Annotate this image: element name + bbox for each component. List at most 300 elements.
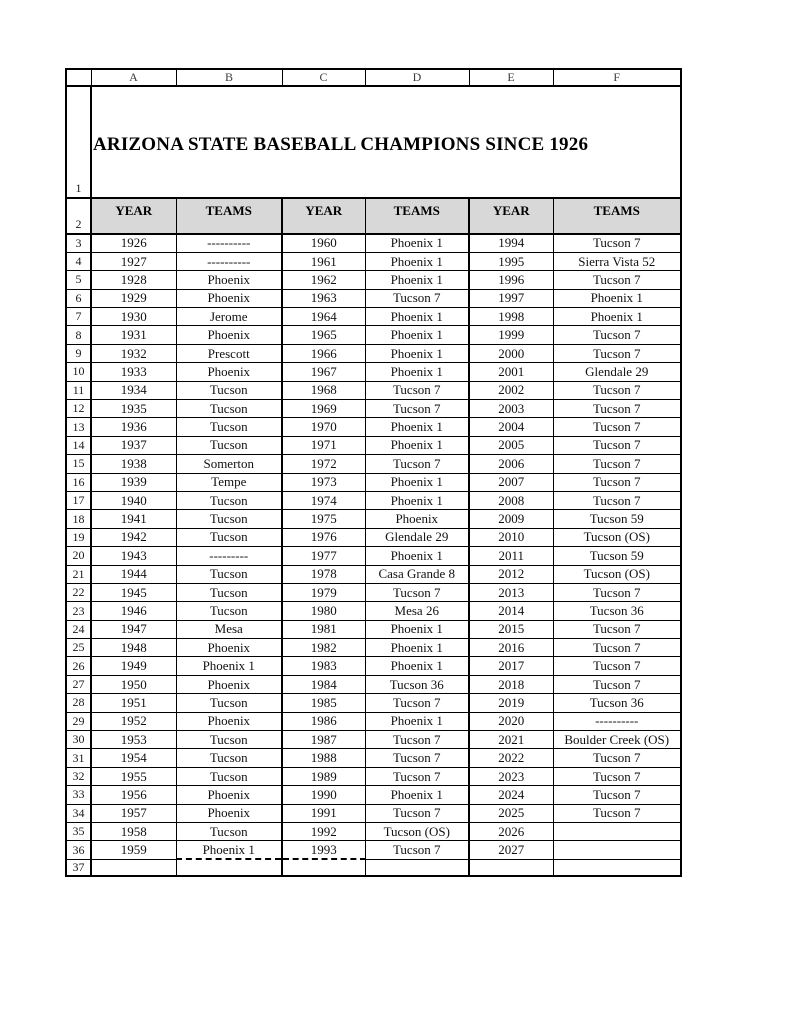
cell-d7: Phoenix 1	[365, 308, 469, 326]
cell-f25: Tucson 7	[553, 639, 681, 657]
cell-b32: Tucson	[176, 767, 282, 785]
cell-d32: Tucson 7	[365, 767, 469, 785]
cell-f32: Tucson 7	[553, 767, 681, 785]
row-heading-32: 32	[66, 767, 91, 785]
cell-e6: 1997	[469, 289, 553, 307]
cell-e22: 2013	[469, 583, 553, 601]
sheet-row-12	[66, 400, 681, 418]
cell-b12: Tucson	[176, 400, 282, 418]
cell-d4: Phoenix 1	[365, 252, 469, 270]
sheet-row-32	[66, 767, 681, 785]
cell-d27: Tucson 36	[365, 675, 469, 693]
row-heading-11: 11	[66, 381, 91, 399]
cell-e8: 1999	[469, 326, 553, 344]
cell-a5: 1928	[91, 271, 176, 289]
cell-d5: Phoenix 1	[365, 271, 469, 289]
cell-a23: 1946	[91, 602, 176, 620]
cell-e25: 2016	[469, 639, 553, 657]
cell-f6: Phoenix 1	[553, 289, 681, 307]
cell-b21: Tucson	[176, 565, 282, 583]
sheet-row-14	[66, 436, 681, 454]
cell-e34: 2025	[469, 804, 553, 822]
cell-c27: 1984	[282, 675, 365, 693]
cell-e13: 2004	[469, 418, 553, 436]
row-heading-13: 13	[66, 418, 91, 436]
cell-b33: Phoenix	[176, 786, 282, 804]
cell-a10: 1933	[91, 363, 176, 381]
sheet-row-25	[66, 639, 681, 657]
cell-b29: Phoenix	[176, 712, 282, 730]
column-heading-c: C	[282, 69, 365, 86]
cell-c25: 1982	[282, 639, 365, 657]
cell-e17: 2008	[469, 491, 553, 509]
cell-a25: 1948	[91, 639, 176, 657]
column-heading-row	[66, 69, 681, 86]
cell-f20: Tucson 59	[553, 547, 681, 565]
row-heading-3: 3	[66, 234, 91, 252]
cell-c21: 1978	[282, 565, 365, 583]
cell-b31: Tucson	[176, 749, 282, 767]
sheet-row-18	[66, 510, 681, 528]
cell-b9: Prescott	[176, 344, 282, 362]
cell-f31: Tucson 7	[553, 749, 681, 767]
row-heading-16: 16	[66, 473, 91, 491]
cell-d16: Phoenix 1	[365, 473, 469, 491]
sheet-row-5	[66, 271, 681, 289]
cell-f15: Tucson 7	[553, 455, 681, 473]
sheet-row-24	[66, 620, 681, 638]
sheet-row-7	[66, 308, 681, 326]
cell-b37	[176, 859, 282, 876]
cell-b22: Tucson	[176, 583, 282, 601]
sheet-row-4	[66, 252, 681, 270]
cell-b17: Tucson	[176, 491, 282, 509]
row-heading-7: 7	[66, 308, 91, 326]
cell-a11: 1934	[91, 381, 176, 399]
sheet-row-6	[66, 289, 681, 307]
cell-d10: Phoenix 1	[365, 363, 469, 381]
cell-b35: Tucson	[176, 823, 282, 841]
cell-c3: 1960	[282, 234, 365, 252]
cell-a4: 1927	[91, 252, 176, 270]
cell-a37	[91, 859, 176, 876]
cell-b26: Phoenix 1	[176, 657, 282, 675]
cell-c29: 1986	[282, 712, 365, 730]
cell-a22: 1945	[91, 583, 176, 601]
cell-f23: Tucson 36	[553, 602, 681, 620]
cell-f16: Tucson 7	[553, 473, 681, 491]
sheet-row-17	[66, 491, 681, 509]
cell-f7: Phoenix 1	[553, 308, 681, 326]
row-heading-4: 4	[66, 252, 91, 270]
sheet-row-36	[66, 841, 681, 859]
cell-c26: 1983	[282, 657, 365, 675]
cell-e32: 2023	[469, 767, 553, 785]
sheet-row-31	[66, 749, 681, 767]
cell-d18: Phoenix	[365, 510, 469, 528]
cell-d35: Tucson (OS)	[365, 823, 469, 841]
cell-a24: 1947	[91, 620, 176, 638]
row-heading-22: 22	[66, 583, 91, 601]
cell-d13: Phoenix 1	[365, 418, 469, 436]
cell-d25: Phoenix 1	[365, 639, 469, 657]
cell-f29: ----------	[553, 712, 681, 730]
row-heading-15: 15	[66, 455, 91, 473]
cell-c12: 1969	[282, 400, 365, 418]
row-heading-24: 24	[66, 620, 91, 638]
cell-c4: 1961	[282, 252, 365, 270]
row-heading-20: 20	[66, 547, 91, 565]
cell-e31: 2022	[469, 749, 553, 767]
corner-cell	[66, 69, 91, 86]
cell-b19: Tucson	[176, 528, 282, 546]
row-heading-2: 2	[66, 198, 91, 234]
cell-f8: Tucson 7	[553, 326, 681, 344]
cell-f5: Tucson 7	[553, 271, 681, 289]
cell-b36: Phoenix 1	[176, 841, 282, 859]
row-heading-25: 25	[66, 639, 91, 657]
cell-b20: ---------	[176, 547, 282, 565]
row-heading-37: 37	[66, 859, 91, 876]
cell-e4: 1995	[469, 252, 553, 270]
cell-c6: 1963	[282, 289, 365, 307]
cell-b10: Phoenix	[176, 363, 282, 381]
sheet-row-20	[66, 547, 681, 565]
cell-f30: Boulder Creek (OS)	[553, 731, 681, 749]
cell-f13: Tucson 7	[553, 418, 681, 436]
cell-a33: 1956	[91, 786, 176, 804]
cell-e19: 2010	[469, 528, 553, 546]
cell-d15: Tucson 7	[365, 455, 469, 473]
cell-a36: 1959	[91, 841, 176, 859]
cell-d8: Phoenix 1	[365, 326, 469, 344]
cell-a32: 1955	[91, 767, 176, 785]
row-heading-21: 21	[66, 565, 91, 583]
cell-f4: Sierra Vista 52	[553, 252, 681, 270]
cell-f27: Tucson 7	[553, 675, 681, 693]
cell-d12: Tucson 7	[365, 400, 469, 418]
cell-d30: Tucson 7	[365, 731, 469, 749]
row-heading-30: 30	[66, 731, 91, 749]
cell-b25: Phoenix	[176, 639, 282, 657]
row-heading-33: 33	[66, 786, 91, 804]
row-heading-26: 26	[66, 657, 91, 675]
row-heading-14: 14	[66, 436, 91, 454]
cell-e14: 2005	[469, 436, 553, 454]
cell-b14: Tucson	[176, 436, 282, 454]
row-heading-36: 36	[66, 841, 91, 859]
cell-c31: 1988	[282, 749, 365, 767]
cell-a13: 1936	[91, 418, 176, 436]
cell-d29: Phoenix 1	[365, 712, 469, 730]
cell-c17: 1974	[282, 491, 365, 509]
cell-c10: 1967	[282, 363, 365, 381]
sheet-row-37	[66, 859, 681, 876]
cell-c13: 1970	[282, 418, 365, 436]
cell-e35: 2026	[469, 823, 553, 841]
column-heading-e: E	[469, 69, 553, 86]
cell-c18: 1975	[282, 510, 365, 528]
cell-b15: Somerton	[176, 455, 282, 473]
cell-a14: 1937	[91, 436, 176, 454]
cell-e12: 2003	[469, 400, 553, 418]
cell-f36	[553, 841, 681, 859]
cell-b3: ----------	[176, 234, 282, 252]
row-heading-27: 27	[66, 675, 91, 693]
cell-b6: Phoenix	[176, 289, 282, 307]
header-c2: YEAR	[282, 198, 365, 234]
header-a2: YEAR	[91, 198, 176, 234]
cell-e11: 2002	[469, 381, 553, 399]
cell-d26: Phoenix 1	[365, 657, 469, 675]
cell-d6: Tucson 7	[365, 289, 469, 307]
sheet-row-23	[66, 602, 681, 620]
sheet-row-3	[66, 234, 681, 252]
sheet-row-30	[66, 731, 681, 749]
row-heading-31: 31	[66, 749, 91, 767]
cell-e3: 1994	[469, 234, 553, 252]
cell-c24: 1981	[282, 620, 365, 638]
cell-e30: 2021	[469, 731, 553, 749]
cell-f28: Tucson 36	[553, 694, 681, 712]
cell-c20: 1977	[282, 547, 365, 565]
cell-e28: 2019	[469, 694, 553, 712]
sheet-row-35	[66, 823, 681, 841]
cell-c16: 1973	[282, 473, 365, 491]
cell-b23: Tucson	[176, 602, 282, 620]
cell-e27: 2018	[469, 675, 553, 693]
cell-e23: 2014	[469, 602, 553, 620]
cell-e18: 2009	[469, 510, 553, 528]
cell-a9: 1932	[91, 344, 176, 362]
cell-c5: 1962	[282, 271, 365, 289]
cell-a27: 1950	[91, 675, 176, 693]
cell-f26: Tucson 7	[553, 657, 681, 675]
column-heading-f: F	[553, 69, 681, 86]
cell-a31: 1954	[91, 749, 176, 767]
field-header-row	[66, 198, 681, 234]
row-heading-8: 8	[66, 326, 91, 344]
cell-f3: Tucson 7	[553, 234, 681, 252]
cell-b18: Tucson	[176, 510, 282, 528]
cell-e9: 2000	[469, 344, 553, 362]
cell-d36: Tucson 7	[365, 841, 469, 859]
cell-c22: 1979	[282, 583, 365, 601]
cell-b16: Tempe	[176, 473, 282, 491]
cell-d31: Tucson 7	[365, 749, 469, 767]
header-f2: TEAMS	[553, 198, 681, 234]
row-heading-10: 10	[66, 363, 91, 381]
cell-a3: 1926	[91, 234, 176, 252]
row-heading-1: 1	[66, 86, 91, 198]
cell-c23: 1980	[282, 602, 365, 620]
sheet-row-29	[66, 712, 681, 730]
row-heading-17: 17	[66, 491, 91, 509]
cell-a16: 1939	[91, 473, 176, 491]
cell-f18: Tucson 59	[553, 510, 681, 528]
cell-c35: 1992	[282, 823, 365, 841]
cell-f33: Tucson 7	[553, 786, 681, 804]
cell-c9: 1966	[282, 344, 365, 362]
cell-a28: 1951	[91, 694, 176, 712]
cell-c8: 1965	[282, 326, 365, 344]
cell-d14: Phoenix 1	[365, 436, 469, 454]
title-row	[66, 86, 681, 198]
cell-b11: Tucson	[176, 381, 282, 399]
sheet-row-9	[66, 344, 681, 362]
cell-e29: 2020	[469, 712, 553, 730]
cell-c19: 1976	[282, 528, 365, 546]
row-heading-19: 19	[66, 528, 91, 546]
cell-f11: Tucson 7	[553, 381, 681, 399]
cell-d23: Mesa 26	[365, 602, 469, 620]
cell-f24: Tucson 7	[553, 620, 681, 638]
cell-c36: 1993	[282, 841, 365, 859]
cell-c14: 1971	[282, 436, 365, 454]
cell-d24: Phoenix 1	[365, 620, 469, 638]
cell-d19: Glendale 29	[365, 528, 469, 546]
row-heading-9: 9	[66, 344, 91, 362]
cell-f12: Tucson 7	[553, 400, 681, 418]
cell-a30: 1953	[91, 731, 176, 749]
cell-b4: ----------	[176, 252, 282, 270]
cell-a29: 1952	[91, 712, 176, 730]
row-heading-12: 12	[66, 400, 91, 418]
cell-a20: 1943	[91, 547, 176, 565]
cell-a15: 1938	[91, 455, 176, 473]
sheet-row-19	[66, 528, 681, 546]
sheet-row-34	[66, 804, 681, 822]
cell-b13: Tucson	[176, 418, 282, 436]
sheet-row-22	[66, 583, 681, 601]
sheet-row-8	[66, 326, 681, 344]
cell-a35: 1958	[91, 823, 176, 841]
column-heading-a: A	[91, 69, 176, 86]
row-heading-18: 18	[66, 510, 91, 528]
cell-e33: 2024	[469, 786, 553, 804]
sheet-row-13	[66, 418, 681, 436]
header-e2: YEAR	[469, 198, 553, 234]
cell-c15: 1972	[282, 455, 365, 473]
cell-e7: 1998	[469, 308, 553, 326]
cell-b34: Phoenix	[176, 804, 282, 822]
cell-e36: 2027	[469, 841, 553, 859]
sheet-row-26	[66, 657, 681, 675]
cell-f9: Tucson 7	[553, 344, 681, 362]
cell-f37	[553, 859, 681, 876]
cell-b5: Phoenix	[176, 271, 282, 289]
row-heading-6: 6	[66, 289, 91, 307]
cell-d34: Tucson 7	[365, 804, 469, 822]
cell-d22: Tucson 7	[365, 583, 469, 601]
sheet-row-33	[66, 786, 681, 804]
cell-d33: Phoenix 1	[365, 786, 469, 804]
cell-f17: Tucson 7	[553, 491, 681, 509]
header-d2: TEAMS	[365, 198, 469, 234]
cell-e26: 2017	[469, 657, 553, 675]
cell-e10: 2001	[469, 363, 553, 381]
cell-a12: 1935	[91, 400, 176, 418]
cell-c30: 1987	[282, 731, 365, 749]
sheet-row-27	[66, 675, 681, 693]
row-heading-5: 5	[66, 271, 91, 289]
column-heading-b: B	[176, 69, 282, 86]
cell-c37	[282, 859, 365, 876]
cell-e20: 2011	[469, 547, 553, 565]
cell-b8: Phoenix	[176, 326, 282, 344]
spreadsheet-table	[65, 68, 682, 877]
cell-f34: Tucson 7	[553, 804, 681, 822]
cell-b28: Tucson	[176, 694, 282, 712]
cell-c7: 1964	[282, 308, 365, 326]
cell-a17: 1940	[91, 491, 176, 509]
cell-c32: 1989	[282, 767, 365, 785]
row-heading-35: 35	[66, 823, 91, 841]
sheet-row-10	[66, 363, 681, 381]
cell-c11: 1968	[282, 381, 365, 399]
cell-e37	[469, 859, 553, 876]
cell-b7: Jerome	[176, 308, 282, 326]
cell-b24: Mesa	[176, 620, 282, 638]
cell-a19: 1942	[91, 528, 176, 546]
cell-a7: 1930	[91, 308, 176, 326]
cell-d21: Casa Grande 8	[365, 565, 469, 583]
cell-d20: Phoenix 1	[365, 547, 469, 565]
cell-e21: 2012	[469, 565, 553, 583]
row-heading-28: 28	[66, 694, 91, 712]
sheet-row-11	[66, 381, 681, 399]
cell-d3: Phoenix 1	[365, 234, 469, 252]
sheet-row-16	[66, 473, 681, 491]
cell-a6: 1929	[91, 289, 176, 307]
cell-b30: Tucson	[176, 731, 282, 749]
header-b2: TEAMS	[176, 198, 282, 234]
cell-a21: 1944	[91, 565, 176, 583]
column-heading-d: D	[365, 69, 469, 86]
cell-e16: 2007	[469, 473, 553, 491]
cell-d28: Tucson 7	[365, 694, 469, 712]
cell-d11: Tucson 7	[365, 381, 469, 399]
sheet-row-15	[66, 455, 681, 473]
row-heading-23: 23	[66, 602, 91, 620]
sheet-row-21	[66, 565, 681, 583]
cell-a34: 1957	[91, 804, 176, 822]
cell-a26: 1949	[91, 657, 176, 675]
cell-d37	[365, 859, 469, 876]
cell-a8: 1931	[91, 326, 176, 344]
cell-a18: 1941	[91, 510, 176, 528]
cell-d9: Phoenix 1	[365, 344, 469, 362]
cell-f22: Tucson 7	[553, 583, 681, 601]
cell-f35	[553, 823, 681, 841]
cell-b27: Phoenix	[176, 675, 282, 693]
cell-f10: Glendale 29	[553, 363, 681, 381]
cell-c28: 1985	[282, 694, 365, 712]
cell-d17: Phoenix 1	[365, 491, 469, 509]
cell-f19: Tucson (OS)	[553, 528, 681, 546]
cell-c34: 1991	[282, 804, 365, 822]
cell-e24: 2015	[469, 620, 553, 638]
cell-e15: 2006	[469, 455, 553, 473]
cell-c33: 1990	[282, 786, 365, 804]
row-heading-29: 29	[66, 712, 91, 730]
cell-f21: Tucson (OS)	[553, 565, 681, 583]
sheet-row-28	[66, 694, 681, 712]
cell-f14: Tucson 7	[553, 436, 681, 454]
row-heading-34: 34	[66, 804, 91, 822]
sheet-title: ARIZONA STATE BASEBALL CHAMPIONS SINCE 1926	[91, 86, 681, 198]
cell-e5: 1996	[469, 271, 553, 289]
